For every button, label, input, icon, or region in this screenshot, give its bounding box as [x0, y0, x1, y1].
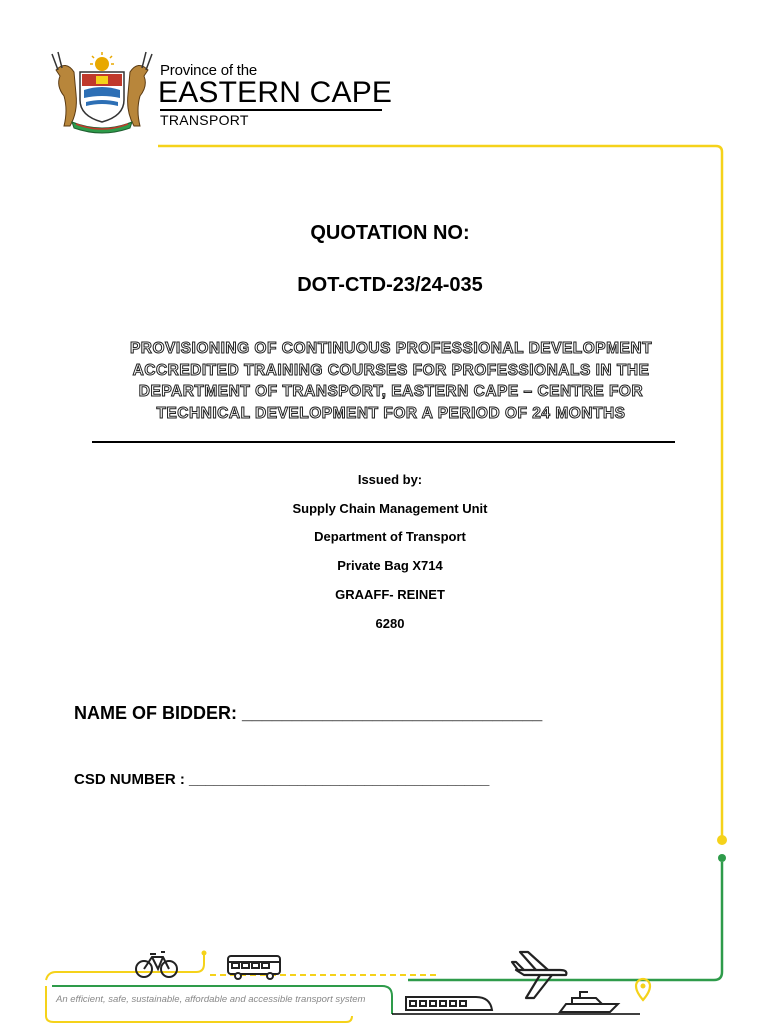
footer-tagline: An efficient, safe, sustainable, affordable and accessible transport system: [56, 994, 366, 1005]
org-line-3: TRANSPORT: [160, 112, 249, 128]
issuer-address: Private Bag X714: [337, 558, 443, 573]
coat-of-arms-icon: [46, 50, 158, 134]
description-divider: [92, 441, 675, 443]
ship-icon: [560, 992, 618, 1012]
issuer-department: Department of Transport: [314, 529, 466, 544]
tender-description: [94, 338, 688, 424]
csd-number-field[interactable]: CSD NUMBER : ____________________________________: [74, 771, 490, 788]
quotation-number: DOT-CTD-23/24-035: [297, 274, 483, 296]
description-line: ACCREDITED TRAINING COURSES FOR PROFESSIONALS IN THE: [132, 361, 650, 379]
train-icon: [406, 997, 492, 1010]
org-divider: [160, 109, 382, 111]
description-line: DEPARTMENT OF TRANSPORT, EASTERN CAPE – CENTRE FOR: [138, 383, 644, 400]
airplane-icon: [512, 952, 566, 998]
issued-by-label: Issued by:: [357, 472, 423, 487]
org-line-1: Province of the: [160, 62, 258, 79]
description-line: PROVISIONING OF CONTINUOUS PROFESSIONAL DEVELOPMENT: [129, 340, 653, 357]
quotation-label: QUOTATION NO:: [310, 222, 470, 244]
org-line-2: EASTERN CAPE: [158, 76, 393, 109]
description-line: TECHNICAL DEVELOPMENT FOR A PERIOD OF 24 MONTHS: [156, 404, 626, 422]
issuer-unit: Supply Chain Management Unit: [292, 501, 488, 516]
bicycle-icon: [136, 952, 177, 977]
issuer-postal-code: 6280: [375, 616, 405, 631]
issuer-town: GRAAFF- REINET: [335, 587, 445, 602]
bidder-name-field[interactable]: NAME OF BIDDER: ______________________________: [74, 703, 543, 723]
location-pin-icon: [636, 979, 650, 1000]
